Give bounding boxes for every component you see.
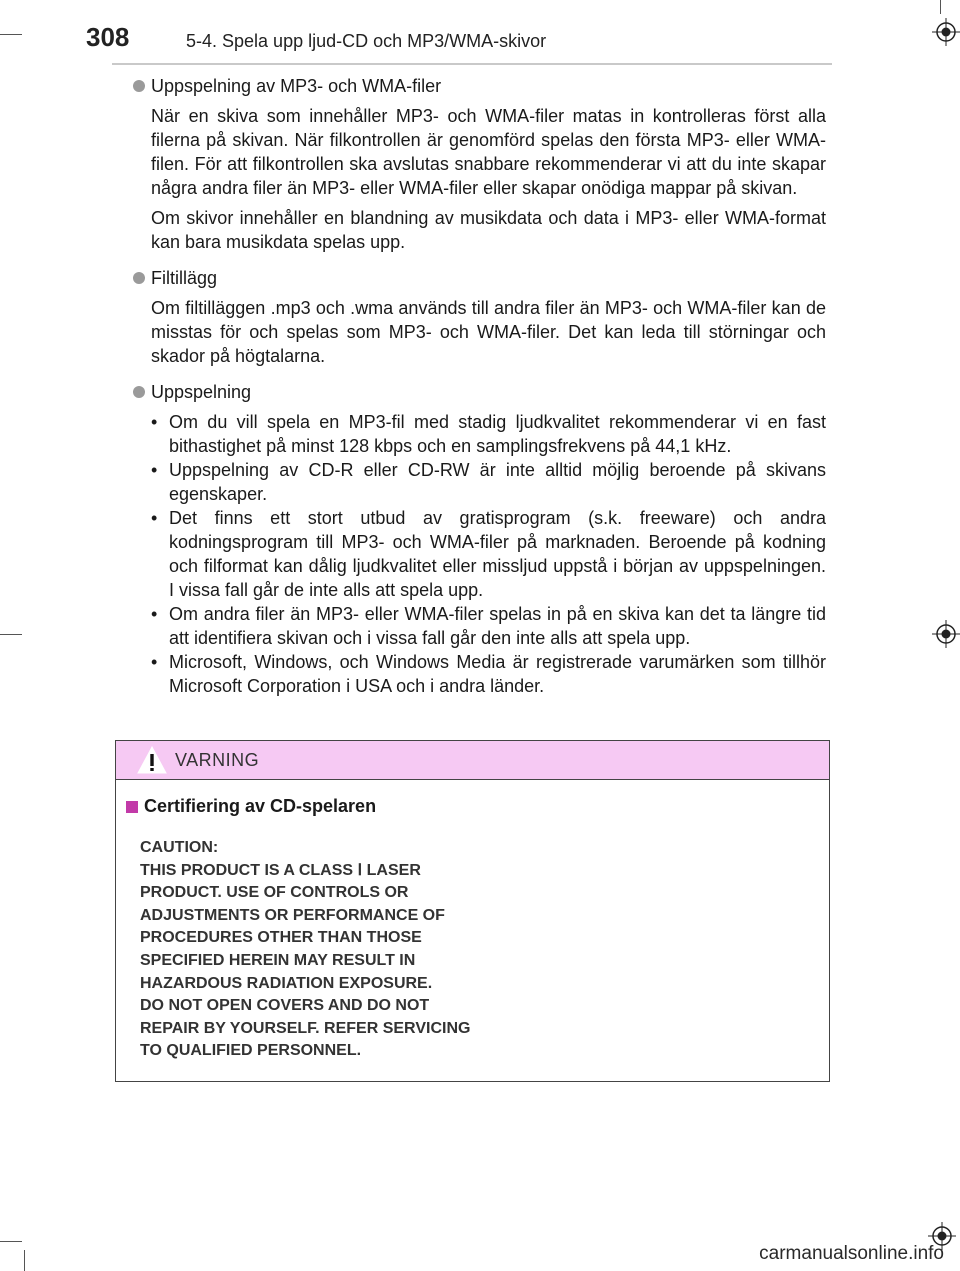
warning-subtitle-text: Certifiering av CD-spelaren <box>144 796 377 816</box>
caution-line: REPAIR BY YOURSELF. REFER SERVICING <box>140 1019 471 1037</box>
topic-mp3-wma-playback <box>133 74 826 254</box>
caution-label-text <box>140 837 829 1063</box>
topic-file-extensions <box>133 266 826 368</box>
caution-line: TO QUALIFIED PERSONNEL. <box>140 1042 362 1060</box>
bullet-dot-icon <box>133 386 145 398</box>
topic-heading <box>133 74 826 98</box>
topic-title: Uppspelning <box>151 382 252 402</box>
main-content <box>133 74 826 698</box>
topic-heading <box>133 266 826 290</box>
watermark: carmanualsonline.info <box>759 1243 944 1264</box>
warning-subtitle <box>126 796 829 817</box>
section-title: 5-4. Spela upp ljud-CD och MP3/WMA-skivor <box>186 31 547 51</box>
caution-line: SPECIFIED HEREIN MAY RESULT IN <box>140 951 416 969</box>
paragraph: När en skiva som innehåller MP3- och WMA-filer matas in kontrolleras först alla filerna på skivan. När filkontrollen är genomförd spelas den första MP3- eller WMA-filen. För att filkontrollen ska avslutas snabbare rekommenderar vi att du inte skapar några andra filer än MP3- eller WMA-filer eller skapar onödiga mappar på skivan. <box>151 106 826 198</box>
topic-title: Uppspelning av MP3- och WMA-filer <box>151 76 442 96</box>
bullet-list <box>151 410 826 698</box>
header-divider <box>112 63 832 65</box>
list-item: • Microsoft, Windows, och Windows Media är registrerade varumärken som tillhör Microsoft Corporation i USA och i andra länder. <box>151 650 826 698</box>
caution-line: HAZARDOUS RADIATION EXPOSURE. <box>140 974 433 992</box>
list-item: • Om andra filer än MP3- eller WMA-filer spelas in på en skiva kan det ta längre tid att identifiera skivan och i vissa fall går den inte alls att spela upp. <box>151 602 826 650</box>
warning-box <box>115 740 830 1082</box>
registration-mark-icon <box>932 620 960 648</box>
page-header <box>0 0 960 60</box>
topic-heading <box>133 380 826 404</box>
list-item: • Om du vill spela en MP3-fil med stadig ljudkvalitet rekommenderar vi en fast bithastighet på minst 128 kbps och en samplingsfrekvens på 44,1 kHz. <box>151 410 826 458</box>
square-bullet-icon <box>126 801 138 813</box>
topic-playback <box>133 380 826 698</box>
topic-title: Filtillägg <box>151 268 218 288</box>
caution-line: PRODUCT. USE OF CONTROLS OR <box>140 884 409 902</box>
page-number: 308 <box>86 22 130 52</box>
caution-line: DO NOT OPEN COVERS AND DO NOT <box>140 997 430 1015</box>
bullet-dot-icon <box>133 272 145 284</box>
caution-line: CAUTION: <box>140 839 219 856</box>
warning-triangle-icon <box>137 746 167 774</box>
list-item: • Uppspelning av CD-R eller CD-RW är inte alltid möjlig beroende på skivans egenskaper. <box>151 458 826 506</box>
crop-mark <box>0 1241 22 1242</box>
crop-mark <box>24 1250 25 1271</box>
crop-mark <box>0 634 22 635</box>
paragraph: Om skivor innehåller en blandning av musikdata och data i MP3- eller WMA-format kan bara musikdata spelas upp. <box>151 208 826 252</box>
caution-line: THIS PRODUCT IS A CLASS Ⅰ LASER <box>140 861 421 879</box>
paragraph: Om filtilläggen .mp3 och .wma används till andra filer än MP3- och WMA-filer kan de misstas för och spelas som MP3- och WMA-filer. Det kan leda till störningar och skador på högtalarna. <box>151 298 826 366</box>
bullet-dot-icon <box>133 80 145 92</box>
list-item: • Det finns ett stort utbud av gratisprogram (s.k. freeware) och andra kodningsprogram till MP3- och WMA-filer på marknaden. Beroende på kodning och filformat kan dålig ljudkvalitet eller missljud uppstå i början av uppspelningen. I vissa fall går de inte alls att spela upp. <box>151 506 826 602</box>
caution-line: PROCEDURES OTHER THAN THOSE <box>140 929 422 947</box>
warning-label: VARNING <box>175 749 260 770</box>
caution-line: ADJUSTMENTS OR PERFORMANCE OF <box>140 906 445 924</box>
warning-header <box>116 741 829 780</box>
